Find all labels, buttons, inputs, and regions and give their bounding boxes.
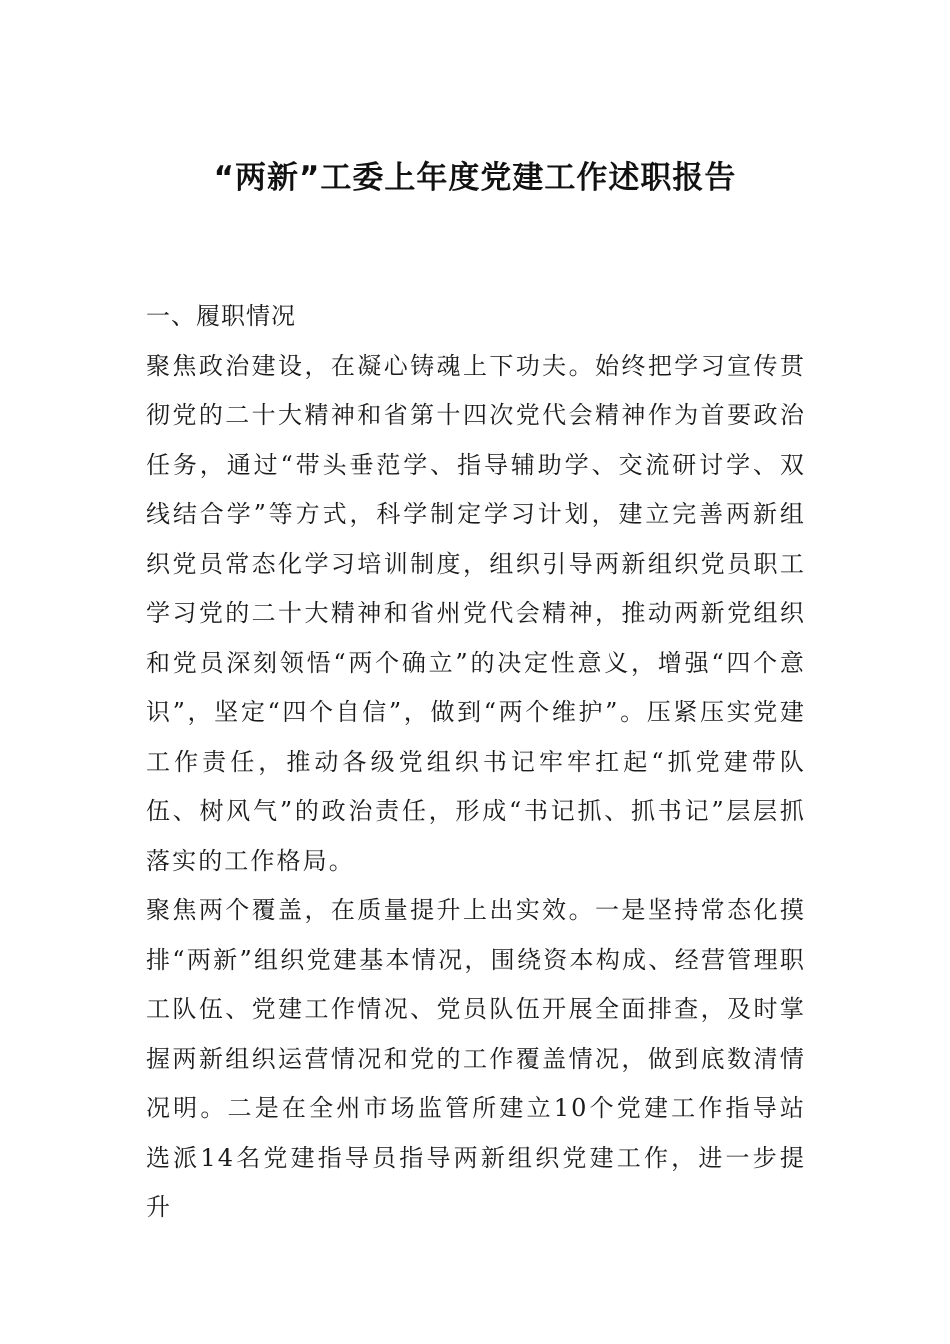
document-body (146, 292, 806, 1233)
section-heading: 一、履职情况 (146, 302, 296, 330)
paragraph-coverage: 聚焦两个覆盖，在质量提升上出实效。一是坚持常态化摸排“两新”组织党建基本情况，围绕资本构成、经营管理职工队伍、党建工作情况、党员队伍开展全面排查，及时掌握两新组织运营情况和党的工作覆盖情况，做到底数清情况明。二是在全州市场监管所建立10个党建工作指导站选派14名党建指导员指导两新组织党建工作，进一步提升 (146, 896, 806, 1221)
document-title: “两新”工委上年度党建工作述职报告 (213, 160, 737, 196)
paragraph-political-building: 聚焦政治建设，在凝心铸魂上下功夫。始终把学习宣传贯彻党的二十大精神和省第十四次党代会精神作为首要政治任务，通过“带头垂范学、指导辅助学、交流研讨学、双线结合学”等方式，科学制定学习计划，建立完善两新组织党员常态化学习培训制度，组织引导两新组织党员职工学习党的二十大精神和省州党代会精神，推动两新党组织和党员深刻领悟“两个确立”的决定性意义，增强“四个意识”，坚定“四个自信”，做到“两个维护”。压紧压实党建工作责任，推动各级党组织书记牢牢扛起“抓党建带队伍、树风气”的政治责任，形成“书记抓、抓书记”层层抓落实的工作格局。 (146, 351, 806, 875)
